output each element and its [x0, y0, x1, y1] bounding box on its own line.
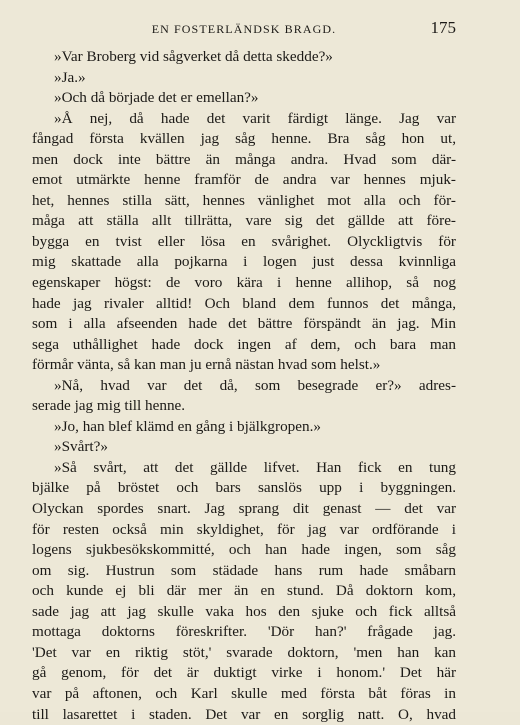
text-line: »Och då började det er emellan?»: [32, 88, 456, 109]
text-line: och kunde ej bli där mer än en stund. Då doktorn kom,: [32, 581, 456, 602]
text-line: bygga en tvist eller lösa en svårighet. Olyckligtvis för: [32, 232, 456, 253]
text-line: måga att ställa allt tillrätta, vare sig det gällde att före-: [32, 211, 456, 232]
text-line: mottaga doktorns föreskrifter. 'Dör han?' frågade jag.: [32, 622, 456, 643]
text-line: mig skattade alla pojkarna i logen just dessa kvinnliga: [32, 252, 456, 273]
text-line: som i alla afseenden hade det bättre förspändt än jag. Min: [32, 314, 456, 335]
text-line: sade jag att jag skulle vaka hos den sjuke och fick alltså: [32, 602, 456, 623]
text-line: förmår vänta, så kan man ju ernå nästan hvad som helst.»: [32, 355, 456, 376]
text-line: »Nå, hvad var det då, som besegrade er?» adres-: [32, 376, 456, 397]
text-line: hade jag rivaler alltid! Och bland dem funnos det många,: [32, 294, 456, 315]
text-line: »Svårt?»: [32, 437, 456, 458]
text-line: bjälke på bröstet och bars sanslös upp i byggningen.: [32, 478, 456, 499]
text-line: emot utmärkte henne framför de andra var hennes mjuk-: [32, 170, 456, 191]
text-line: het, hennes stilla sätt, hennes vänlighet mot alla och för-: [32, 191, 456, 212]
text-line: för resten också min skyldighet, för jag var ordförande i: [32, 520, 456, 541]
running-title: EN FOSTERLÄNDSK BRAGD.: [32, 22, 456, 37]
text-line: »Var Broberg vid sågverket då detta skedde?»: [32, 47, 456, 68]
text-line: till lasarettet i staden. Det var en sorglig natt. O, hvad: [32, 705, 456, 725]
text-line: gå genom, för det är duktigt virke i honom.' Det här: [32, 663, 456, 684]
text-line: om sig. Hustrun som städade hans rum hade småbarn: [32, 561, 456, 582]
page-number: 175: [431, 18, 457, 38]
text-line: »Ja.»: [32, 68, 456, 89]
text-line: var på aftonen, och Karl skulle med första båt föras in: [32, 684, 456, 705]
text-line: Olyckan spordes snart. Jag sprang dit genast — det var: [32, 499, 456, 520]
text-line: fångad första kvällen jag såg henne. Bra såg hon ut,: [32, 129, 456, 150]
text-line: men dock inte bättre än många andra. Hvad som där-: [32, 150, 456, 171]
text-line: 'Det var en riktig stöt,' svarade doktorn, 'men han kan: [32, 643, 456, 664]
text-line: »Å nej, då hade det varit färdigt länge. Jag var: [32, 109, 456, 130]
text-line: sega uthållighet hade dock ingen af dem, och bara man: [32, 335, 456, 356]
text-line: logens sjukbesökskommitté, och han hade ingen, som såg: [32, 540, 456, 561]
running-head: [32, 20, 456, 40]
text-line: »Jo, han blef klämd en gång i bjälkgropen.»: [32, 417, 456, 438]
text-line: serade jag mig till henne.: [32, 396, 456, 417]
text-line: »Så svårt, att det gällde lifvet. Han fick en tung: [32, 458, 456, 479]
body-text: [32, 47, 456, 725]
text-line: egenskaper högst: de voro kära i henne allihop, så nog: [32, 273, 456, 294]
